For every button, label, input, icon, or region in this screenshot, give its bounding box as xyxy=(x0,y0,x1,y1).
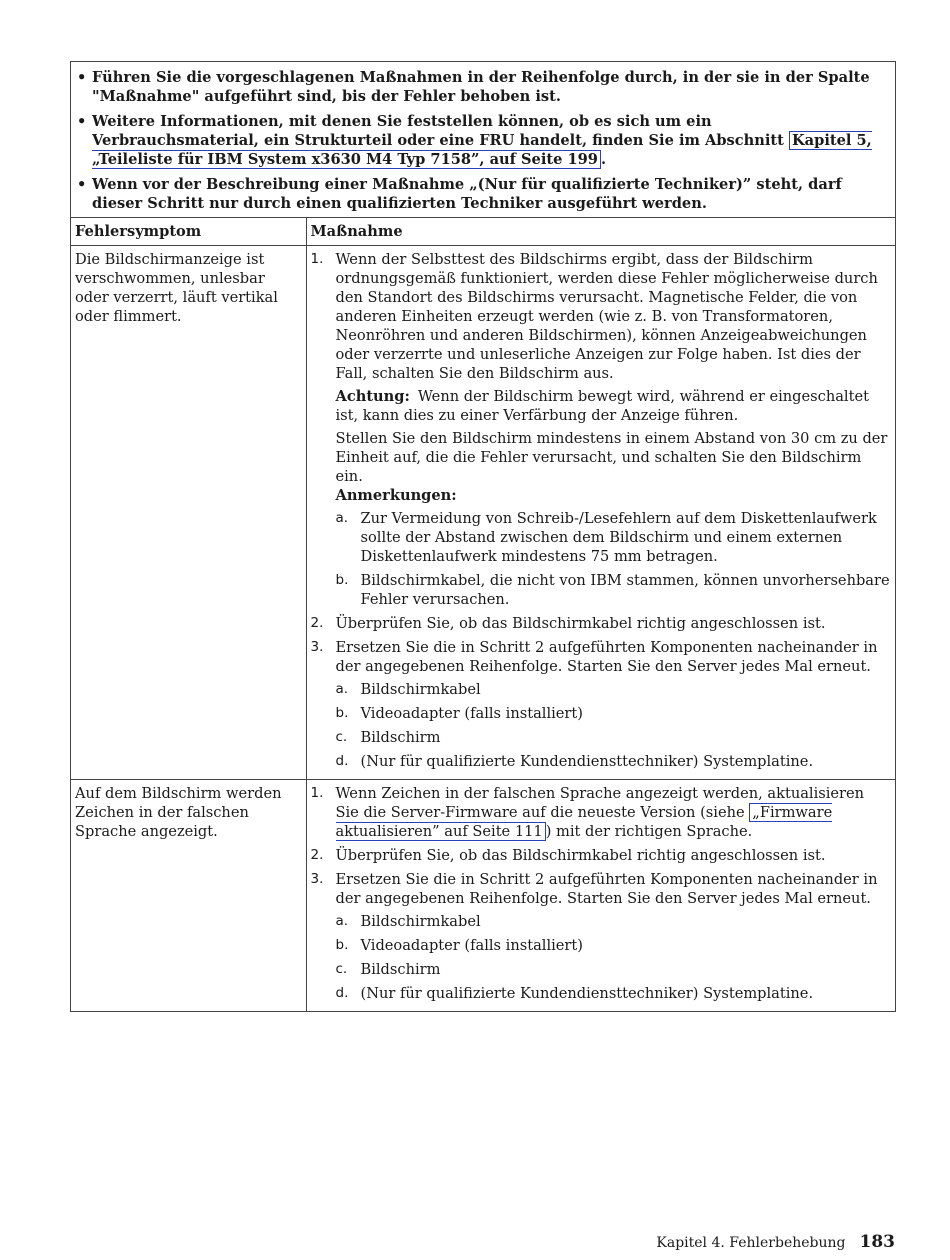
item-marker: d. xyxy=(335,753,349,769)
symptom-table xyxy=(71,218,895,1011)
item-marker: a. xyxy=(335,681,349,697)
bullet-icon: • xyxy=(77,176,87,193)
list-item xyxy=(336,912,892,931)
item-marker: b. xyxy=(335,937,349,953)
step-number: 2. xyxy=(310,615,324,631)
list-item xyxy=(336,680,892,699)
step-text: Wenn der Selbsttest des Bildschirms ergibt, dass der Bildschirm ordnungsgemäß funktioniert, werden diese Fehler möglicherweise durch den Standort des Bildschirms verursacht. Magnetische Felder, die von anderen Einheiten erzeugt werden (wie z. B. von Transformatoren, Neonröhren und anderen Bildschirmen), können Anzeigeabweichungen oder verzerrte und unleserliche Anzeigen zur Folge haben. Ist dies der Fall, schalten Sie den Bildschirm aus. xyxy=(335,251,878,382)
step-text: Überprüfen Sie, ob das Bildschirmkabel richtig angeschlossen ist. xyxy=(335,615,826,632)
note-item xyxy=(77,175,883,213)
symptom-cell: Die Bildschirmanzeige ist verschwommen, unlesbar oder verzerrt, läuft vertikal oder flimmert. xyxy=(71,246,306,780)
item-text: Bildschirmkabel, die nicht von IBM stammen, können unvorhersehbare Fehler verursachen. xyxy=(360,572,890,608)
list-item xyxy=(336,571,892,609)
action-cell xyxy=(306,780,895,1012)
item-marker: c. xyxy=(335,729,348,745)
step-text: Ersetzen Sie die in Schritt 2 aufgeführten Komponenten nacheinander in der angegebenen Reihenfolge. Starten Sie den Server jedes Mal erneut. xyxy=(335,639,878,675)
attention-label: Achtung: xyxy=(335,388,410,405)
item-marker: b. xyxy=(335,572,349,588)
component-list xyxy=(336,912,892,1003)
note-text: Wenn vor der Beschreibung einer Maßnahme „(Nur für qualifizierte Techniker)” steht, darf dieser Schritt nur durch einen qualifizierten Techniker ausgeführt werden. xyxy=(92,176,842,212)
list-item xyxy=(336,752,892,771)
instructions-notes xyxy=(71,62,895,218)
list-item xyxy=(336,704,892,723)
step-item xyxy=(311,846,892,865)
item-text: Bildschirm xyxy=(360,729,441,746)
parts-list-link[interactable]: Kapitel 5, „Teileliste für IBM System x3630 M4 Typ 7158”, auf Seite 199 xyxy=(92,132,872,168)
item-marker: c. xyxy=(335,961,348,977)
list-item xyxy=(336,509,892,566)
item-marker: d. xyxy=(335,985,349,1001)
note-text: Führen Sie die vorgeschlagenen Maßnahmen in der Reihenfolge durch, in der sie in der Spalte "Maßnahme" aufgeführt sind, bis der Fehler behoben ist. xyxy=(92,69,870,105)
item-text: Videoadapter (falls installiert) xyxy=(360,705,583,722)
step-number: 2. xyxy=(310,847,324,863)
item-text: (Nur für qualifizierte Kundendiensttechniker) Systemplatine. xyxy=(360,985,814,1002)
step-item xyxy=(311,614,892,633)
item-text: (Nur für qualifizierte Kundendiensttechniker) Systemplatine. xyxy=(360,753,814,770)
note-item xyxy=(77,112,883,169)
action-steps xyxy=(311,250,892,771)
table-row xyxy=(71,246,895,780)
item-marker: a. xyxy=(335,913,349,929)
symptom-cell: Auf dem Bildschirm werden Zeichen in der falschen Sprache angezeigt. xyxy=(71,780,306,1012)
table-header-row xyxy=(71,218,895,246)
remarks-label: Anmerkungen: xyxy=(335,487,457,504)
step-item xyxy=(311,784,892,841)
distance-paragraph: Stellen Sie den Bildschirm mindestens in einem Abstand von 30 cm zu der Einheit auf, die die Fehler verursacht, und schalten Sie den Bildschirm ein. xyxy=(335,430,888,485)
note-text: Weitere Informationen, mit denen Sie feststellen können, ob es sich um ein Verbrauchsmaterial, ein Strukturteil oder eine FRU handelt, finden Sie im Abschnitt xyxy=(92,113,789,149)
page-number: 183 xyxy=(859,1232,895,1252)
attention-text: Wenn der Bildschirm bewegt wird, während er eingeschaltet ist, kann dies zu einer Verfärbung der Anzeige führen. xyxy=(335,388,869,424)
component-list xyxy=(336,680,892,771)
item-text: Bildschirmkabel xyxy=(360,913,481,930)
step-number: 1. xyxy=(310,785,324,801)
table-row xyxy=(71,780,895,1012)
item-text: Bildschirm xyxy=(360,961,441,978)
note-item xyxy=(77,68,883,106)
note-text-end: . xyxy=(600,151,607,168)
firmware-update-link[interactable]: „Firmware aktualisieren” auf Seite 111 xyxy=(335,804,833,840)
column-header-action: Maßnahme xyxy=(306,218,895,246)
list-item xyxy=(336,936,892,955)
step-number: 3. xyxy=(310,639,324,655)
step-item xyxy=(311,638,892,771)
bullet-icon: • xyxy=(77,69,87,86)
bullet-icon: • xyxy=(77,113,87,130)
step-number: 3. xyxy=(310,871,324,887)
step-text: Überprüfen Sie, ob das Bildschirmkabel richtig angeschlossen ist. xyxy=(335,847,826,864)
remarks-list xyxy=(336,509,892,609)
action-steps xyxy=(311,784,892,1003)
step-item xyxy=(311,250,892,609)
list-item xyxy=(336,960,892,979)
step-item xyxy=(311,870,892,1003)
troubleshooting-frame xyxy=(70,61,896,1012)
step-text-end: ) mit der richtigen Sprache. xyxy=(545,823,753,840)
step-text: Ersetzen Sie die in Schritt 2 aufgeführten Komponenten nacheinander in der angegebenen Reihenfolge. Starten Sie den Server jedes Mal erneut. xyxy=(335,871,878,907)
list-item xyxy=(336,984,892,1003)
page-footer xyxy=(656,1233,895,1253)
step-number: 1. xyxy=(310,251,324,267)
item-text: Videoadapter (falls installiert) xyxy=(360,937,583,954)
action-cell xyxy=(306,246,895,780)
column-header-symptom: Fehlersymptom xyxy=(71,218,306,246)
item-text: Zur Vermeidung von Schreib-/Lesefehlern auf dem Diskettenlaufwerk sollte der Abstand zwischen dem Bildschirm und einem externen Diskettenlaufwerk mindestens 75 mm betragen. xyxy=(360,510,877,565)
item-text: Bildschirmkabel xyxy=(360,681,481,698)
item-marker: b. xyxy=(335,705,349,721)
attention-paragraph xyxy=(336,387,892,425)
list-item xyxy=(336,728,892,747)
item-marker: a. xyxy=(335,510,349,526)
step-text: Wenn Zeichen in der falschen Sprache angezeigt werden, aktualisieren Sie die Server-Firmware auf die neueste Version (siehe xyxy=(335,785,865,821)
chapter-title: Kapitel 4. Fehlerbehebung xyxy=(656,1235,846,1251)
